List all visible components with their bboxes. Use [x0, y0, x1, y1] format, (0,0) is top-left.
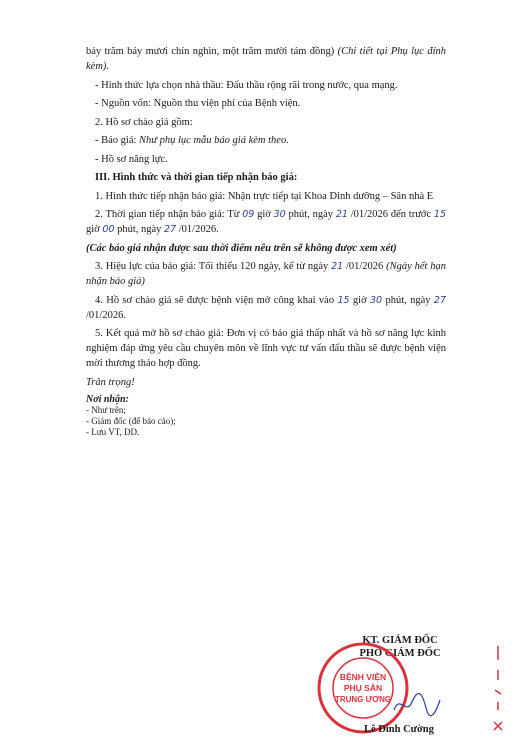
- seal-text-line-1: BỆNH VIỆN: [339, 672, 387, 682]
- quote-value: Như phụ lục mẫu báo giá kèm theo.: [139, 135, 289, 146]
- item-4-text: 4. Hồ sơ chào giá sẽ được bệnh viện mở công khai vào: [95, 294, 338, 306]
- signature-title-1: KT. GIÁM ĐỐC: [362, 635, 438, 646]
- seal-text-line-3: TRUNG ƯƠNG: [334, 695, 392, 704]
- handwritten-day: 27: [164, 224, 177, 235]
- signer-name: Lê Đình Cường: [364, 724, 434, 735]
- intro-paragraph: [86, 44, 446, 74]
- item-2-text: giờ: [86, 224, 103, 235]
- item-4: [86, 293, 446, 323]
- funding-source: - Nguồn vốn: Nguồn thu viện phí của Bệnh viện.: [95, 98, 301, 109]
- handwritten-minute: 30: [273, 209, 286, 220]
- seal-text-line-2: PHỤ SẢN: [343, 683, 383, 693]
- handwritten-day: 21: [335, 209, 348, 220]
- handwritten-hour: 15: [433, 209, 447, 220]
- dossier-heading: 2. Hồ sơ chào giá gồm:: [95, 116, 193, 128]
- signature-title-2: PHÓ GIÁM ĐỐC: [359, 648, 441, 659]
- item-3: [86, 259, 446, 289]
- quote-line: [86, 133, 446, 148]
- handwritten-minute: 00: [102, 224, 115, 235]
- item-2-text: /01/2026 đến trước: [347, 209, 434, 220]
- document-body: [86, 44, 446, 438]
- late-submission-notice: (Các báo giá nhận được sau thời điểm nêu trên sẽ không được xem xét): [86, 242, 397, 254]
- recipients-title: Nơi nhận:: [86, 393, 129, 405]
- recipients-list: [86, 394, 446, 438]
- item-3-text: /01/2026: [343, 261, 384, 272]
- capacity-line: - Hồ sơ năng lực.: [95, 153, 168, 165]
- item-4-text: phút, ngày: [382, 294, 434, 306]
- recipient-item: - Lưu VT, DD.: [86, 426, 140, 437]
- handwritten-hour: 09: [242, 209, 255, 220]
- item-4-text: giờ: [349, 294, 371, 306]
- intro-text: bảy trăm bảy mươi chín nghìn, một trăm mười tám đồng): [86, 46, 335, 57]
- official-seal: [315, 640, 411, 736]
- handwritten-day: 21: [331, 261, 344, 272]
- margin-initials-mark: [490, 640, 506, 740]
- quote-label: - Báo giá:: [95, 135, 140, 146]
- recipient-item: - Giám đốc (để báo cáo);: [86, 415, 176, 426]
- closing-greeting: Trân trọng!: [86, 377, 135, 388]
- item-2-text: phút, ngày: [285, 209, 336, 220]
- item-1: 1. Hình thức tiếp nhận báo giá: Nhận trực tiếp tại Khoa Dinh dưỡng – Sân nhà E: [95, 190, 434, 202]
- item-4-text: /01/2026.: [86, 309, 126, 321]
- recipient-item: - Như trên;: [86, 404, 126, 415]
- handwritten-minute: 30: [370, 294, 383, 306]
- handwritten-hour: 15: [337, 294, 350, 306]
- section-3-heading: III. Hình thức và thời gian tiếp nhận báo giá:: [95, 172, 298, 183]
- item-2-text: 2. Thời gian tiếp nhận báo giá: Từ: [95, 209, 243, 220]
- intro-appendix-note: (Chi tiết tại Phụ lục đính kèm).: [86, 46, 447, 72]
- item-2-text: giờ: [254, 209, 274, 220]
- item-3-note: (Ngày hết hạn nhận báo giá): [86, 261, 446, 287]
- handwritten-signature: [392, 690, 442, 718]
- item-2-text: /01/2026.: [176, 224, 219, 235]
- item-2: [86, 207, 446, 237]
- item-2-text: phút, ngày: [114, 224, 165, 235]
- item-5: 5. Kết quả mở hồ sơ chào giá: Đơn vị có báo giá thấp nhất và hồ sơ năng lực kinh nghiệm đáp ứng yêu cầu chuyên môn về lĩnh vực tư vấn đấu thầu sẽ được bệnh viện mời thương thảo hợp đồng.: [86, 328, 446, 369]
- selection-method: - Hình thức lựa chọn nhà thầu: Đấu thầu rộng rãi trong nước, qua mạng.: [95, 79, 398, 91]
- handwritten-day: 27: [433, 294, 446, 306]
- item-3-text: 3. Hiệu lực của báo giá: Tối thiểu 120 ngày, kể từ ngày: [95, 261, 332, 272]
